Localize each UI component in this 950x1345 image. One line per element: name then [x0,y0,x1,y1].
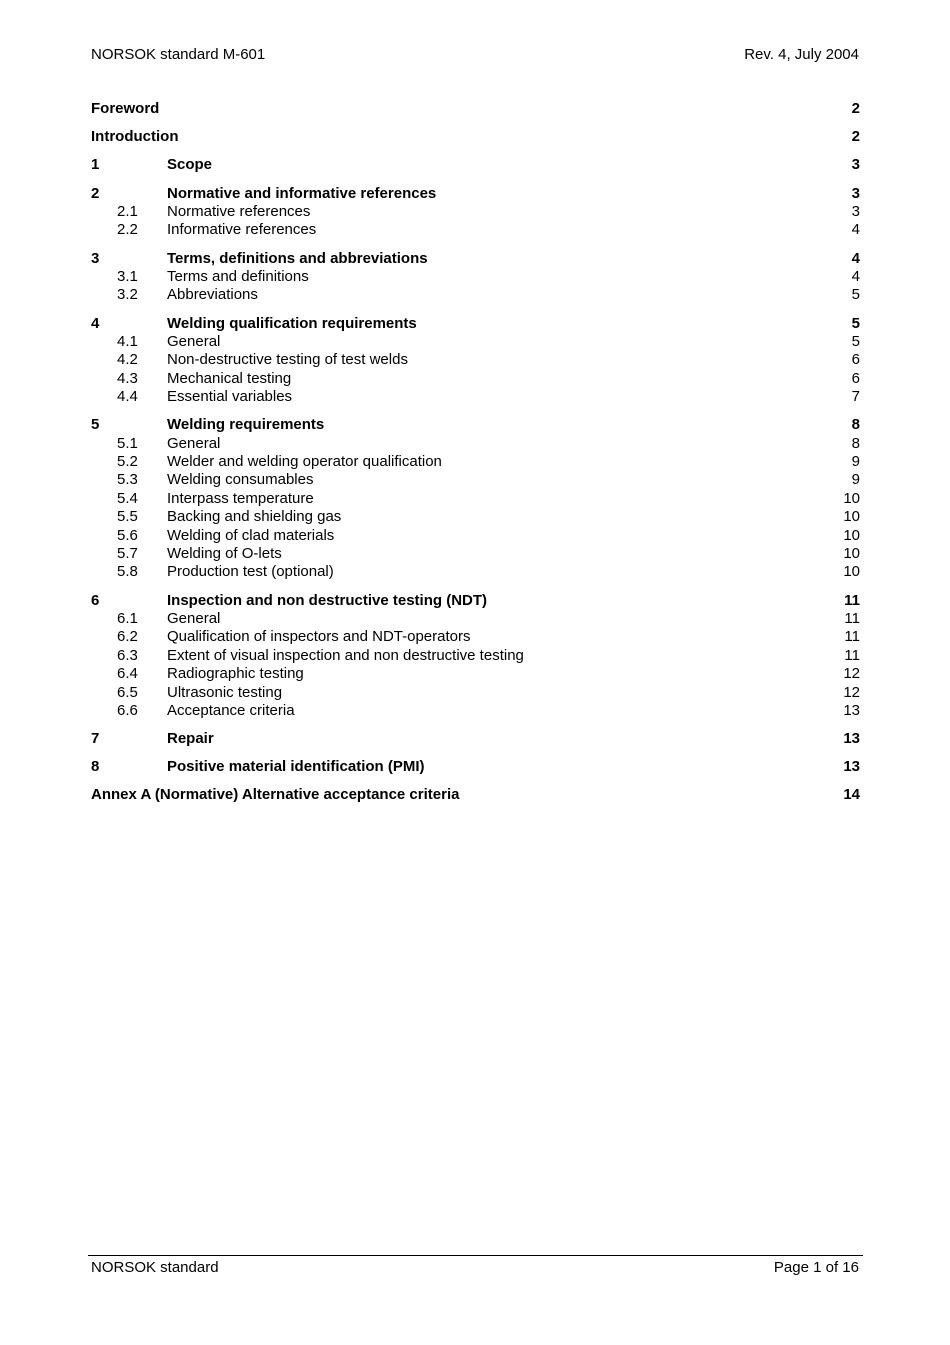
toc-entry[interactable] [91,628,860,646]
toc-entry-title: Backing and shielding gas [167,508,342,526]
toc-entry-page: 10 [843,563,860,581]
toc-entry-page: 3 [851,156,860,174]
toc-entry-number: 5.4 [117,489,138,507]
toc-entry-title: Annex A (Normative) Alternative acceptance criteria [91,786,460,804]
toc-entry-number: 4.3 [117,369,138,387]
toc-entry-title: Introduction [91,128,179,146]
toc-entry-page: 8 [851,416,860,434]
toc-entry-title: Production test (optional) [167,563,334,581]
toc-entry-title: Ultrasonic testing [167,683,283,701]
toc-entry-page: 4 [851,267,860,285]
toc-entry-title: Welding of O-lets [167,544,282,562]
toc-entry[interactable] [91,156,860,174]
toc-entry[interactable] [91,490,860,508]
toc-entry-page: 3 [851,184,860,202]
toc-entry[interactable] [91,592,860,610]
toc-entry[interactable] [91,758,860,776]
toc-entry-page: 10 [843,526,860,544]
toc-entry-page: 5 [851,286,860,304]
page-header [91,46,859,64]
toc-entry-title: Welding qualification requirements [167,314,417,332]
toc-entry[interactable] [91,333,860,351]
toc-entry-page: 8 [851,434,860,452]
toc-entry[interactable] [91,128,860,146]
toc-entry-number: 5 [91,416,100,434]
toc-entry-page: 12 [843,665,860,683]
toc-entry-page: 14 [843,786,860,804]
toc-entry-page: 9 [851,453,860,471]
toc-entry-title: Extent of visual inspection and non destructive testing [167,646,524,664]
toc-entry[interactable] [91,351,860,369]
toc-entry-number: 5.6 [117,526,138,544]
toc-entry-title: Foreword [91,100,160,117]
toc-entry[interactable] [91,435,860,453]
toc-entry-page: 11 [844,609,860,627]
toc-entry[interactable] [91,185,860,203]
toc-entry-page: 13 [843,730,860,748]
toc-entry[interactable] [91,250,860,268]
toc-entry-title: Scope [167,156,213,174]
page-footer [91,1259,859,1277]
toc-entry-title: Acceptance criteria [167,701,295,719]
toc-entry[interactable] [91,268,860,286]
toc-entry-number: 7 [91,730,100,748]
toc-entry-page: 10 [843,544,860,562]
toc-entry-page: 10 [843,508,860,526]
toc-entry[interactable] [91,221,860,239]
toc-entry[interactable] [91,416,860,434]
toc-entry-number: 2.1 [117,202,138,220]
toc-entry-page: 9 [851,471,860,489]
toc-entry[interactable] [91,545,860,563]
toc-entry-page: 6 [851,369,860,387]
toc-entry-page: 2 [851,100,860,117]
toc-entry-number: 5.8 [117,563,138,581]
toc-entry-page: 11 [844,646,860,664]
toc-entry-title: Interpass temperature [167,489,314,507]
toc-entry-page: 11 [844,591,860,609]
toc-entry-page: 13 [843,758,860,776]
toc-entry-page: 12 [843,683,860,701]
toc-entry-title: Welding of clad materials [167,526,335,544]
footer-divider [88,1255,863,1256]
toc-entry[interactable] [91,702,860,720]
toc-entry-title: General [167,434,221,452]
toc-entry-title: Welding consumables [167,471,314,489]
toc-entry-number: 6.2 [117,628,138,646]
toc-entry-title: Inspection and non destructive testing (NDT) [167,591,488,609]
toc-entry[interactable] [91,315,860,333]
toc-entry-number: 3.2 [117,286,138,304]
toc-entry-number: 4.1 [117,332,138,350]
toc-entry-number: 1 [91,156,100,174]
toc-entry[interactable] [91,786,860,804]
toc-entry-title: Normative and informative references [167,184,437,202]
toc-entry-number: 2.2 [117,221,138,239]
toc-entry-number: 6.3 [117,646,138,664]
toc-entry-title: Welder and welding operator qualification [167,453,442,471]
toc-entry-number: 6.5 [117,683,138,701]
toc-entry[interactable] [91,471,860,489]
toc-entry-title: Mechanical testing [167,369,292,387]
toc-entry-page: 2 [851,128,860,146]
toc-entry[interactable] [91,370,860,388]
toc-entry[interactable] [91,388,860,406]
toc-entry[interactable] [91,730,860,748]
toc-entry-title: Abbreviations [167,286,258,304]
footer-standard-name: NORSOK standard [91,1259,219,1276]
toc-entry-title: Non-destructive testing of test welds [167,351,408,369]
toc-entry-number: 4.2 [117,351,138,369]
toc-entry[interactable] [91,647,860,665]
toc-entry-number: 4.4 [117,388,138,406]
toc-entry[interactable] [91,665,860,683]
toc-entry-page: 7 [851,388,860,406]
toc-entry-page: 11 [844,628,860,646]
header-revision: Rev. 4, July 2004 [744,46,859,63]
toc-entry-title: Essential variables [167,388,293,406]
toc-entry-number: 6.1 [117,609,138,627]
toc-entry[interactable] [91,453,860,471]
toc-entry-title: Positive material identification (PMI) [167,758,425,776]
toc-entry-number: 2 [91,184,100,202]
toc-entry-page: 4 [851,221,860,239]
toc-entry-title: Radiographic testing [167,665,304,683]
toc-entry-page: 10 [843,489,860,507]
toc-entry-title: Terms, definitions and abbreviations [167,249,428,267]
toc-entry-number: 3 [91,249,100,267]
toc-entry-title: Repair [167,730,214,748]
toc-entry-page: 3 [851,202,860,220]
toc-entry-number: 5.2 [117,453,138,471]
toc-entry-number: 5.5 [117,508,138,526]
toc-entry-number: 3.1 [117,267,138,285]
toc-entry-page: 4 [851,249,860,267]
table-of-contents [91,100,860,805]
toc-entry[interactable] [91,203,860,221]
toc-entry[interactable] [91,563,860,581]
toc-entry[interactable] [91,286,860,304]
toc-entry[interactable] [91,508,860,526]
toc-entry-number: 6 [91,591,100,609]
toc-entry-page: 13 [843,701,860,719]
toc-entry-number: 6.6 [117,701,138,719]
footer-page-number: Page 1 of 16 [773,1259,859,1276]
toc-entry-title: General [167,609,221,627]
toc-entry-page: 6 [851,351,860,369]
toc-entry-title: Welding requirements [167,416,325,434]
toc-entry-page: 5 [851,314,860,332]
toc-entry-number: 8 [91,758,100,776]
toc-entry-page: 5 [851,332,860,350]
toc-entry[interactable] [91,684,860,702]
toc-entry-title: Normative references [167,202,311,220]
toc-entry-number: 6.4 [117,665,138,683]
toc-entry[interactable] [91,100,860,118]
toc-entry-number: 5.1 [117,434,138,452]
toc-entry-title: General [167,332,221,350]
header-document-title: NORSOK standard M-601 [91,46,266,63]
toc-entry-number: 4 [91,314,100,332]
toc-entry[interactable] [91,610,860,628]
toc-entry-title: Qualification of inspectors and NDT-operators [167,628,471,646]
toc-entry-number: 5.3 [117,471,138,489]
toc-entry-title: Terms and definitions [167,267,309,285]
toc-entry-number: 5.7 [117,544,138,562]
toc-entry-title: Informative references [167,221,317,239]
toc-entry[interactable] [91,527,860,545]
